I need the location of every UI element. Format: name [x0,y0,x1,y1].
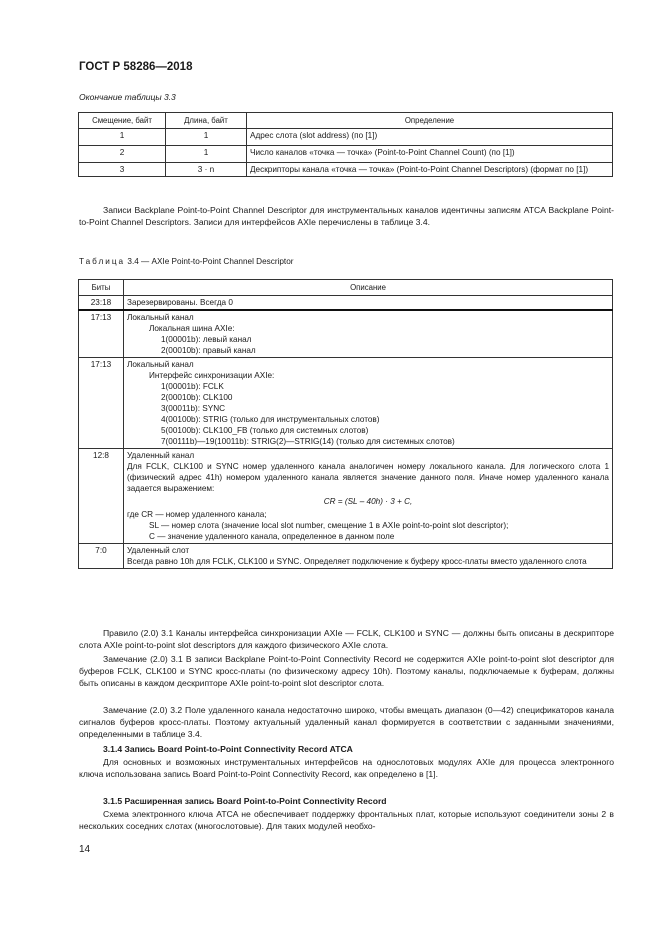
paragraph-descriptors: Записи Backplane Point-to-Point Channel Descriptor для инструментальных каналов идентичны записям ATCA Backplane Point-to-Point Channel Descriptors. Записи для интерфейсов AXIe перечислены в таблице 3.4. [79,205,614,227]
page-number: 14 [79,844,91,855]
table-3-4-caption [79,257,294,266]
line: 5(00100b): CLK100_FB (только для системных слотов) [161,426,369,435]
table-3-3-caption: Окончание таблицы 3.3 [79,92,176,102]
line: SL — номер слота (значение local slot number, смещение 1 в AXIe point-to-point slot descriptor); [149,521,509,530]
col-header-length: Длина, байт [166,113,247,129]
cell-description [124,544,613,569]
col-header-offset: Смещение, байт [79,113,166,129]
line: 2(00010b): CLK100 [161,393,233,402]
paragraph-note-2: Замечание (2.0) 3.2 Поле удаленного канала недостаточно широко, чтобы вмещать диапазон (0—42) спецификаторов канала сигналов буферов кросс-платы. Поэтому актуальный удаленный канал формируется в соответствии с заданными значениями, определенными в таблице 3.4. [79,705,614,739]
table-row [79,544,613,569]
cell-bits: 12:8 [79,449,124,544]
cell-bits: 17:13 [79,358,124,449]
line: 1(00001b): левый канал [161,335,252,344]
table-row [79,129,613,146]
line: 7(00111b)—19(10011b): STRIG(2)—STRIG(14) (только для системных слотов) [161,437,455,446]
line: 1(00001b): FCLK [161,382,224,391]
paragraph-note-1: Замечание (2.0) 3.1 В записи Backplane Point-to-Point Connectivity Record не содержится AXIe point-to-point slot descriptor для буферов FCLK, CLK100 и SYNC кросс-платы (по физическому адресу 10h). Поэтому каналы, подключаемые к буферам, должны быть описаны в каждом дескрипторе AXIe point-to-point slot descriptor слота. [79,654,614,688]
caption-prefix: Таблица [79,257,126,266]
cell-length: 1 [166,146,247,163]
col-header-bits: Биты [79,280,124,296]
cell-offset: 3 [79,163,166,177]
cell-bits: 23:18 [79,296,124,311]
line: Локальная шина AXIe: [149,324,235,333]
table-header-row [79,113,613,129]
line: Удаленный слот [127,546,190,555]
cell-offset: 1 [79,129,166,146]
line: Для FCLK, CLK100 и SYNC номер удаленного канала аналогичен номеру локального канала. Для логического слота 1 (физический адрес 41h) номером удаленного канала является значение данного поля. Иначе номер удаленного канала задается выражением: [127,462,609,493]
cell-description [124,358,613,449]
line: Удаленный канал [127,451,195,460]
caption-title: 3.4 — AXIe Point-to-Point Channel Descriptor [125,257,294,266]
table-row [79,296,613,311]
table-row [79,146,613,163]
table-row [79,310,613,358]
cell-bits: 7:0 [79,544,124,569]
line: Локальный канал [127,313,194,322]
line: 4(00100b): STRIG (только для инструментальных слотов) [161,415,380,424]
table-row [79,358,613,449]
paragraph-3-1-4: Для основных и возможных инструментальных интерфейсов на однослотовых модулях AXIe для процесса электронного ключа использована запись Board Point-to-Point Connectivity Record, как определено в [1]. [79,757,614,779]
table-row [79,163,613,177]
line: C — значение удаленного канала, определенное в данном поле [149,532,395,541]
cell-description [124,310,613,358]
cell-definition: Адрес слота (slot address) (по [1]) [247,129,613,146]
line: 3(00011b): SYNC [161,404,226,413]
cell-definition: Число каналов «точка — точка» (Point-to-Point Channel Count) (по [1]) [247,146,613,163]
cell-description: Зарезервированы. Всегда 0 [124,296,613,311]
line: Интерфейс синхронизации AXIe: [149,371,275,380]
col-header-definition: Определение [247,113,613,129]
paragraph-rule: Правило (2.0) 3.1 Каналы интерфейса синхронизации AXIe — FCLK, CLK100 и SYNC — должны быть описаны в дескрипторе слота AXIe point-to-point slot descriptors для каждого физического AXIe слота. [79,628,614,650]
col-header-description: Описание [124,280,613,296]
paragraph-3-1-5: Схема электронного ключа ATCA не обеспечивает поддержку фронтальных плат, которые используют соединители зоны 2 в нескольких соседних слотах (многослотовые). Для таких модулей необхо- [79,809,614,831]
standard-header: ГОСТ Р 58286—2018 [79,61,193,73]
cell-length: 3 · n [166,163,247,177]
cell-length: 1 [166,129,247,146]
line: Локальный канал [127,360,194,369]
table-3-3 [78,112,613,177]
table-row [79,449,613,544]
cell-bits: 17:13 [79,310,124,358]
line: Всегда равно 10h для FCLK, CLK100 и SYNC. Определяет подключение к буферу кросс-платы вместо удаленного слота [127,557,587,566]
table-header-row [79,280,613,296]
cell-offset: 2 [79,146,166,163]
table-3-4 [78,279,613,569]
section-heading-3-1-4: 3.1.4 Запись Board Point-to-Point Connectivity Record ATCA [103,744,353,754]
section-heading-3-1-5: 3.1.5 Расширенная запись Board Point-to-Point Connectivity Record [103,796,387,806]
cell-description [124,449,613,544]
line: где CR — номер удаленного канала; [127,510,267,519]
cell-definition: Дескрипторы канала «точка — точка» (Point-to-Point Channel Descriptors) (формат по [1]) [247,163,613,177]
line: 2(00010b): правый канал [161,346,256,355]
formula: CR = (SL – 40h) · 3 + C, [323,497,413,506]
